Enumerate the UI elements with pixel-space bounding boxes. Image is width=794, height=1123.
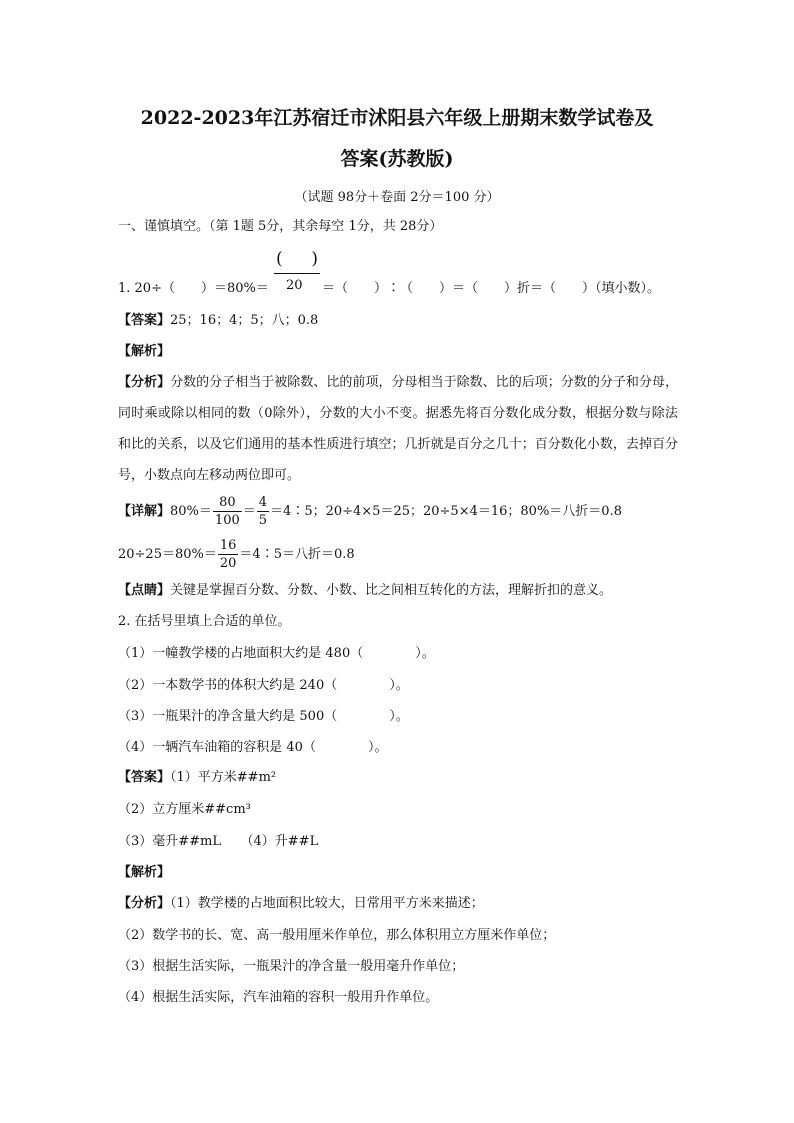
key-point-tag: 【点睛】 [118,583,171,598]
q1-analysis [118,367,678,491]
fraction-denominator: 5 [258,513,268,528]
q2-jiexi-tag: 【解析】 [118,865,171,880]
fraction-denominator: 20 [286,278,303,293]
detail-text: ＝ [242,504,256,519]
q2-analysis-3: （3）根据生活实际，一瓶果汁的净含量一般用毫升作单位； [118,959,465,974]
q2-item-4: （4）一辆汽车油箱的容积是 40（ ）。 [118,740,388,755]
score-subtitle: （试题 98分＋卷面 2分＝100 分） [294,190,500,205]
detail-text: ＝4∶5；20÷4×5＝25；20÷5×4＝16；80%＝八折＝0.8 [270,504,622,519]
detail-text: 80%＝ [170,504,212,519]
analysis-text: （1）教学楼的占地面积比较大，日常用平方米来描述； [170,896,484,911]
q2-analysis-2: （2）数学书的长、宽、高一般用厘米作单位，那么体积用立方厘米作单位； [118,928,556,943]
q1-detail-line1 [118,492,622,532]
q2-item-2: （2）一本数学书的体积大约是 240（ ）。 [118,678,409,693]
fraction-16-20 [218,537,239,572]
doc-title-line1: 2022-2023年江苏宿迁市沭阳县六年级上册期末数学试卷及 [140,107,654,129]
q1-detail-line2 [118,535,355,575]
answer-tag: 【答案】 [118,770,171,785]
q2-item-1: （1）一幢教学楼的占地面积大约是 480（ ）。 [118,646,435,661]
doc-title-line2: 答案(苏教版) [340,148,454,170]
q2-analysis-4: （4）根据生活实际，汽车油箱的容积一般用升作单位。 [118,990,439,1005]
q1-jiexi-tag: 【解析】 [118,344,171,359]
fraction-4-5 [257,494,269,529]
detail-text: ＝4∶5＝八折＝0.8 [239,547,355,562]
q1-stem-right: ＝（ ）∶（ ）＝（ ）折＝（ ）（填小数）。 [322,281,661,296]
answer-text: 25；16；4；5；八；0.8 [170,313,319,328]
fraction-numerator: 16 [219,538,237,553]
analysis-tag: 【分析】 [118,896,171,911]
fraction-denominator: 20 [219,556,237,571]
key-point-text: 关键是掌握百分数、分数、小数、比之间相互转化的方法，理解折扣的意义。 [170,583,613,598]
answer-tag: 【答案】 [118,313,171,328]
q1-stem-left: 1. 20÷（ ）＝80%＝ [118,281,269,296]
q2-item-3: （3）一瓶果汁的净含量大约是 500（ ）。 [118,709,409,724]
analysis-tag: 【分析】 [118,375,171,390]
q1-answer [118,312,318,330]
analysis-text: 分数的分子相当于被除数、比的前项，分母相当于除数、比的后项；分数的分子和分母，同时乘或除以相同的数（0除外），分数的大小不变。据悉先将百分数化成分数，根据分数与除法和比的关系，以及它们通用的基本性质进行填空；几折就是百分之几十；百分数化小数，去掉百分号，小数点向左移动两位即可。 [118,375,678,483]
fraction-numerator: 4 [258,495,268,510]
detail-text: 20÷25＝80%＝ [118,547,217,562]
q2-analysis-1 [118,895,484,913]
fraction-numerator-blank: ( ) [274,249,320,274]
fraction-numerator: 80 [213,494,242,512]
fraction-80-100 [213,494,242,529]
detail-tag: 【详解】 [118,504,171,519]
fraction-denominator: 100 [214,513,240,528]
q1-key-point [118,582,612,600]
q2-stem: 2. 在括号里填上合适的单位。 [118,614,291,629]
section-heading: 一、谨慎填空。（第 1题 5分，其余每空 1分，共 28分） [118,219,443,234]
q2-answer-2: （2）立方厘米##cm³ [118,802,251,817]
q2-answer-1 [118,769,276,787]
q2-answer-3: （3）毫升##mL （4）升##L [118,834,319,849]
answer-text: （1）平方米##m² [170,770,277,785]
